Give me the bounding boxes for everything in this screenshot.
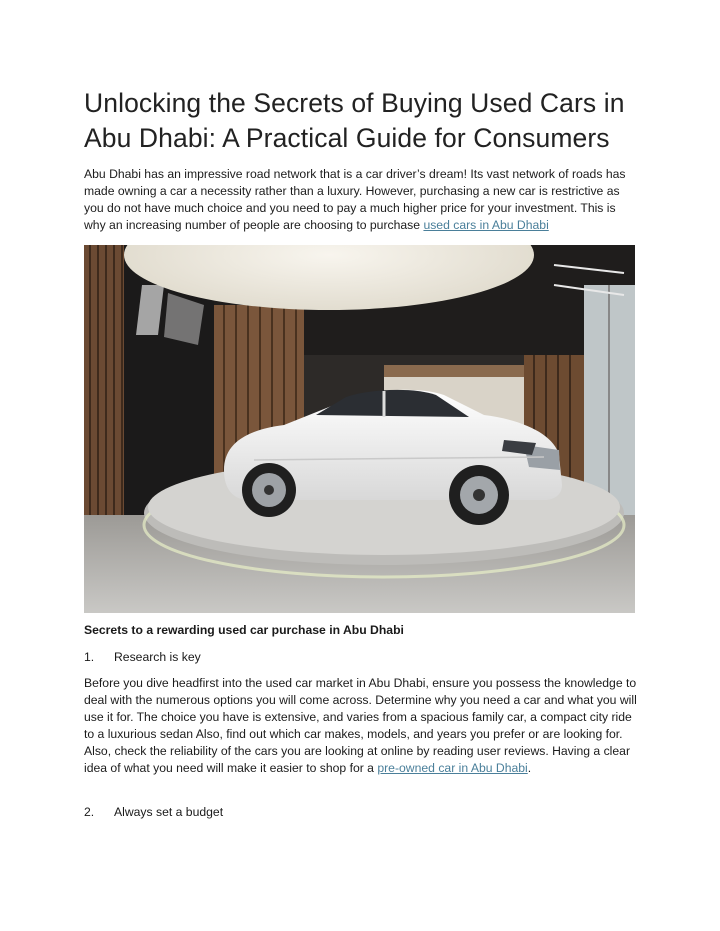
research-text: Before you dive headfirst into the used car market in Abu Dhabi, ensure you possess the knowledge to deal with the numerous options you will come across. Determine why you need a car and what you will use it for. The choice you have is extensive, and varies from a spacious family car, a compact city ride to a luxurious sedan Also, find out which car makes, models, and years you prefer or are looking for. Also, check the reliability of the cars you are looking at online by reading user reviews. Having a clear idea of what you need will make it easier to shop for a [84, 676, 637, 775]
list-item [84, 649, 201, 666]
list-number: 1. [84, 650, 95, 664]
hero-image [84, 245, 635, 613]
list-label: Research is key [114, 650, 201, 664]
pre-owned-car-link[interactable]: pre-owned car in Abu Dhabi [377, 761, 528, 775]
list-label: Always set a budget [114, 805, 224, 819]
intro-text: Abu Dhabi has an impressive road network that is a car driver’s dream! Its vast network of roads has made owning a car a necessity rather than a luxury. However, purchasing a new car is restrictive as you do not have much choice and you need to pay a much higher price for your investment. This is why an increasing number of people are choosing to purchase [84, 167, 626, 232]
list-item [84, 804, 223, 821]
intro-paragraph [84, 166, 640, 234]
used-cars-link[interactable]: used cars in Abu Dhabi [423, 218, 549, 232]
research-after-link: . [527, 761, 532, 775]
research-paragraph [84, 675, 640, 777]
page-title: Unlocking the Secrets of Buying Used Cars in Abu Dhabi: A Practical Guide for Consumers [84, 88, 625, 153]
section-heading: Secrets to a rewarding used car purchase in Abu Dhabi [84, 623, 404, 637]
list-number: 2. [84, 805, 95, 819]
showroom-car-photo [84, 245, 635, 613]
